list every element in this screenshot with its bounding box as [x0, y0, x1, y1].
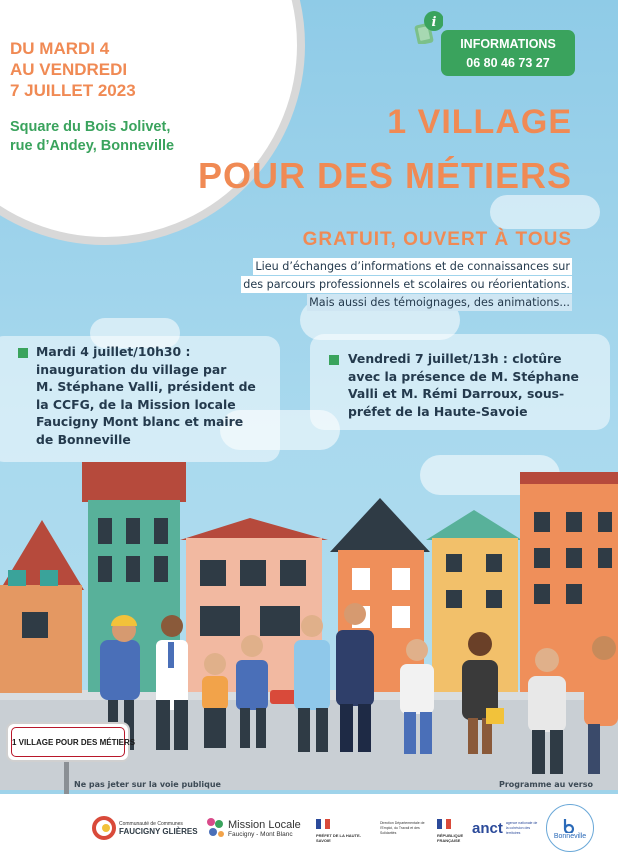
event-line: M. Stéphane Valli, président de: [36, 379, 256, 395]
svg-text:i: i: [431, 15, 437, 30]
event-dates: [10, 38, 136, 101]
logo-anct: [472, 794, 540, 862]
bonneville-name: Bonneville: [553, 832, 587, 840]
event-place: [10, 118, 174, 156]
information-box: [441, 30, 575, 76]
description-line: des parcours professionnels et scolaires ou réorientations.: [243, 278, 570, 291]
ccfg-small-text: Communauté de Communes: [119, 820, 183, 827]
dates-line: 7 JUILLET 2023: [10, 81, 136, 100]
event-closing-text: [348, 350, 579, 420]
dates-line: DU MARDI 4: [10, 39, 110, 58]
prefet-text: PRÉFET DE LA HAUTE-SAVOIE: [316, 832, 361, 843]
ddets-text: Direction Départementale de l'Emploi, du Travail et des Solidarités: [380, 820, 425, 835]
info-phone-icon: [413, 10, 443, 44]
mission-locale-icon: [204, 815, 226, 841]
bullet-square: [329, 355, 339, 365]
house: [0, 520, 84, 693]
dates-line: AU VENDREDI: [10, 60, 128, 79]
event-line: Valli et M. Rémi Darroux, sous-: [348, 386, 565, 402]
bonneville-logo-icon: [562, 817, 578, 833]
description: [241, 258, 572, 312]
logo-prefet: [316, 794, 368, 862]
event-line: Mardi 4 juillet/10h30 :: [36, 344, 191, 359]
information-phone: 06 80 46 73 27: [466, 56, 550, 70]
bullet-square: [18, 348, 28, 358]
main-title-line-1: 1 VILLAGE: [387, 103, 572, 141]
footer-notice: Ne pas jeter sur la voie publique: [74, 780, 221, 789]
republique-text: RÉPUBLIQUE FRANÇAISE: [437, 832, 464, 843]
event-line: de Bonneville: [36, 431, 131, 447]
logo-ddets: [380, 794, 430, 862]
mission-locale-sub: Faucigny - Mont Blanc: [228, 830, 293, 838]
place-line: rue d’Andey, Bonneville: [10, 138, 175, 154]
road-sign: [6, 722, 136, 762]
logo-mission-locale: [204, 794, 301, 862]
event-line: préfet de la Haute-Savoie: [348, 403, 528, 419]
anct-name: anct: [472, 819, 503, 837]
french-flag-icon: [316, 819, 330, 829]
road-sign-text: 1 VILLAGE POUR DES MÉTIERS: [11, 727, 125, 757]
information-label: INFORMATIONS: [460, 37, 556, 51]
ccfg-logo-icon: [92, 816, 116, 840]
subtitle: GRATUIT, OUVERT À TOUS: [302, 229, 572, 250]
event-line: la CCFG, de la Mission locale: [36, 396, 236, 412]
footer-programme: Programme au verso: [499, 780, 593, 789]
partner-logos-bar: [0, 794, 618, 862]
logo-bonneville: [546, 794, 594, 862]
logo-republique: [437, 794, 471, 862]
main-title-line-2: POUR DES MÉTIERS: [197, 155, 572, 196]
event-line: Faucigny Mont blanc et maire: [36, 414, 244, 430]
ccfg-name: FAUCIGNY GLIÈRES: [119, 826, 198, 836]
logo-ccfg: [92, 794, 198, 862]
anct-sub: agence nationale de la cohésion des territoires: [505, 820, 538, 835]
event-line: inauguration du village par: [36, 361, 227, 377]
person-girl: [202, 653, 228, 748]
event-line: Vendredi 7 juillet/13h : clotûre: [348, 351, 562, 366]
french-flag-icon: [437, 819, 451, 829]
mission-locale-name: Mission Locale: [228, 818, 301, 831]
description-line: Lieu d’échanges d’informations et de connaissances sur: [255, 260, 570, 273]
cloud: [490, 195, 600, 229]
event-line: avec la présence de M. Stéphane: [348, 368, 579, 384]
description-line: Mais aussi des témoignages, des animations...: [309, 296, 570, 309]
place-line: Square du Bois Jolivet,: [10, 119, 171, 135]
